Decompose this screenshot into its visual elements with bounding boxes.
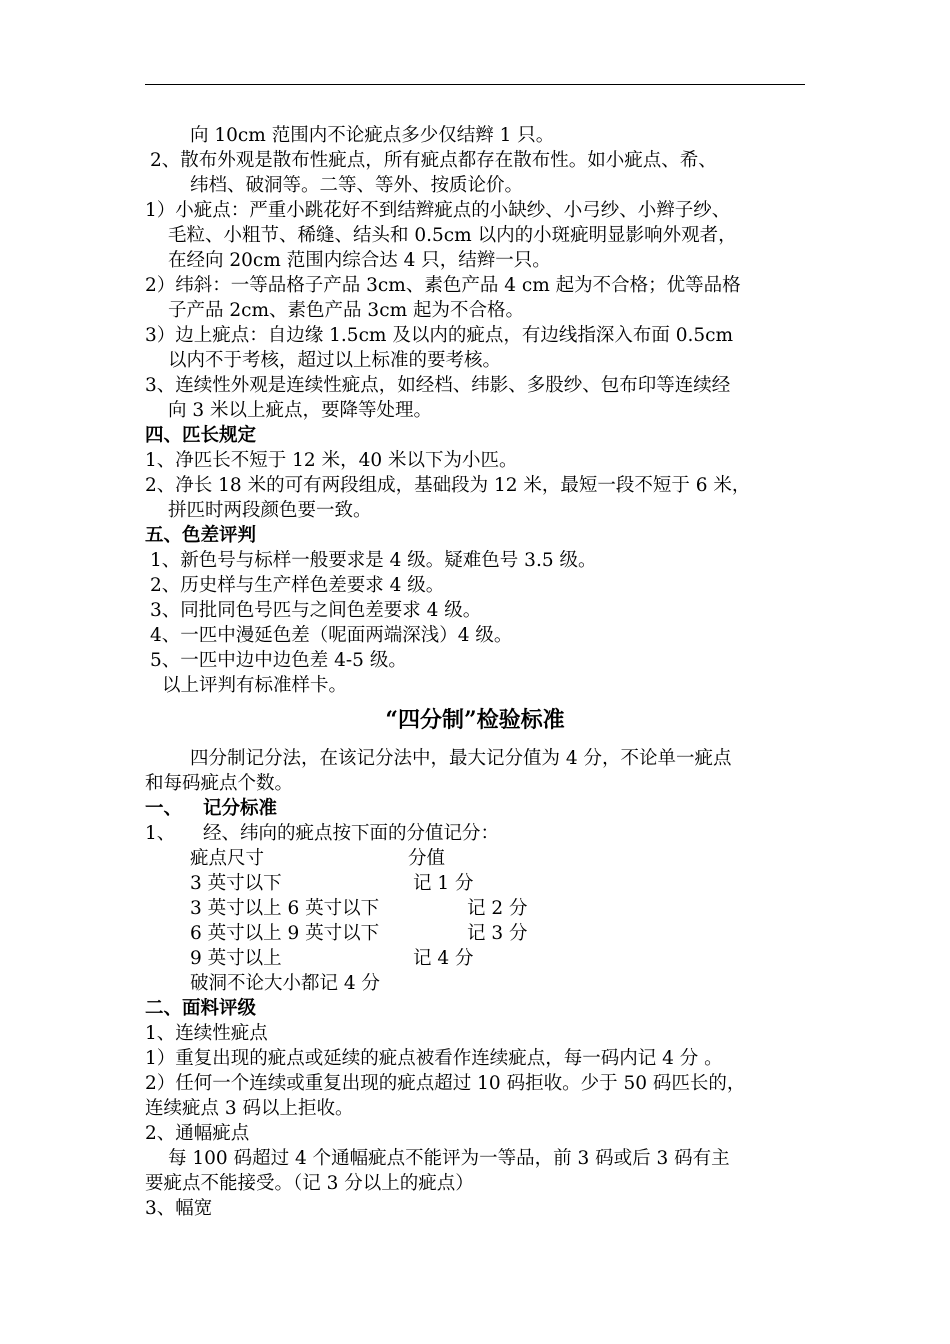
text-line: 3、连续性外观是连续性疵点，如经档、纬影、多股纱、包布印等连续经 xyxy=(145,375,731,396)
text-line: 向 10cm 范围内不论疵点多少仅结辫 1 只。 xyxy=(190,125,555,146)
text-line: 4、一匹中漫延色差（呢面两端深浅）4 级。 xyxy=(150,625,513,646)
text-line: 2、散布外观是散布性疵点，所有疵点都存在散布性。如小疵点、希、 xyxy=(150,150,717,171)
section-heading: 记分标准 xyxy=(203,798,278,819)
score-row-size: 6 英寸以上 9 英寸以下 xyxy=(190,923,380,944)
score-table-header-size: 疵点尺寸 xyxy=(190,848,265,869)
text-line: 1、连续性疵点 xyxy=(145,1023,268,1044)
section-heading: 五、色差评判 xyxy=(145,525,257,546)
text-line: 在经向 20cm 范围内综合达 4 只，结辫一只。 xyxy=(168,250,551,271)
text-line: 每 100 码超过 4 个通幅疵点不能评为一等品，前 3 码或后 3 码有主 xyxy=(168,1148,730,1169)
text-line: 以内不于考核，超过以上标准的要考核。 xyxy=(168,350,502,371)
text-line: 拼匹时两段颜色要一致。 xyxy=(168,500,372,521)
score-row-size: 3 英寸以上 6 英寸以下 xyxy=(190,898,380,919)
section-heading: 二、面料评级 xyxy=(145,998,257,1019)
score-table-header-score: 分值 xyxy=(408,848,446,869)
text-line: 3）边上疵点：自边缘 1.5cm 及以内的疵点，有边线指深入布面 0.5cm xyxy=(145,325,734,346)
text-line: 要疵点不能接受。（记 3 分以上的疵点） xyxy=(145,1173,474,1194)
text-line: 四分制记分法，在该记分法中，最大记分值为 4 分，不论单一疵点 xyxy=(190,748,732,769)
page-title: “四分制”检验标准 xyxy=(385,707,565,733)
score-row-size: 3 英寸以下 xyxy=(190,873,282,894)
text-line: 经、纬向的疵点按下面的分值记分： xyxy=(203,823,500,844)
text-line: 1、新色号与标样一般要求是 4 级。疑难色号 3.5 级。 xyxy=(150,550,597,571)
text-line: 毛粒、小粗节、稀缝、结头和 0.5cm 以内的小斑疵明显影响外观者， xyxy=(168,225,737,246)
text-line: 子产品 2cm、素色产品 3cm 起为不合格。 xyxy=(168,300,524,321)
header-rule xyxy=(145,84,805,85)
text-line: 3、幅宽 xyxy=(145,1198,213,1219)
text-line: 5、一匹中边中边色差 4-5 级。 xyxy=(150,650,407,671)
text-line: 1）小疵点：严重小跳花好不到结辫疵点的小缺纱、小弓纱、小辫子纱、 xyxy=(145,200,731,221)
text-line: 和每码疵点个数。 xyxy=(145,773,294,794)
section-number: 一、 xyxy=(145,798,183,819)
text-line: 3、同批同色号匹与之间色差要求 4 级。 xyxy=(150,600,482,621)
text-line: 2、通幅疵点 xyxy=(145,1123,250,1144)
text-line: 以上评判有标准样卡。 xyxy=(162,675,348,696)
text-line: 纬档、破洞等。二等、等外、按质论价。 xyxy=(190,175,524,196)
score-row-size: 9 英寸以上 xyxy=(190,948,282,969)
score-row-score: 记 3 分 xyxy=(467,923,528,944)
score-row-score: 记 2 分 xyxy=(467,898,528,919)
text-line: 1）重复出现的疵点或延续的疵点被看作连续疵点，每一码内记 4 分 。 xyxy=(145,1048,723,1069)
score-row-score: 记 4 分 xyxy=(413,948,474,969)
score-row-note: 破洞不论大小都记 4 分 xyxy=(190,973,381,994)
text-line: 2）任何一个连续或重复出现的疵点超过 10 码拒收。少于 50 码匹长的， xyxy=(145,1073,746,1094)
score-row-score: 记 1 分 xyxy=(413,873,474,894)
text-line: 向 3 米以上疵点，要降等处理。 xyxy=(168,400,433,421)
text-line: 2）纬斜：一等品格子产品 3cm、素色产品 4 cm 起为不合格；优等品格 xyxy=(145,275,741,296)
section-heading: 四、匹长规定 xyxy=(145,425,257,446)
text-line: 1、净匹长不短于 12 米，40 米以下为小匹。 xyxy=(145,450,518,471)
text-line: 连续疵点 3 码以上拒收。 xyxy=(145,1098,354,1119)
text-line: 2、净长 18 米的可有两段组成，基础段为 12 米，最短一段不短于 6 米， xyxy=(145,475,751,496)
text-line: 2、历史样与生产样色差要求 4 级。 xyxy=(150,575,445,596)
item-number: 1、 xyxy=(145,823,176,844)
